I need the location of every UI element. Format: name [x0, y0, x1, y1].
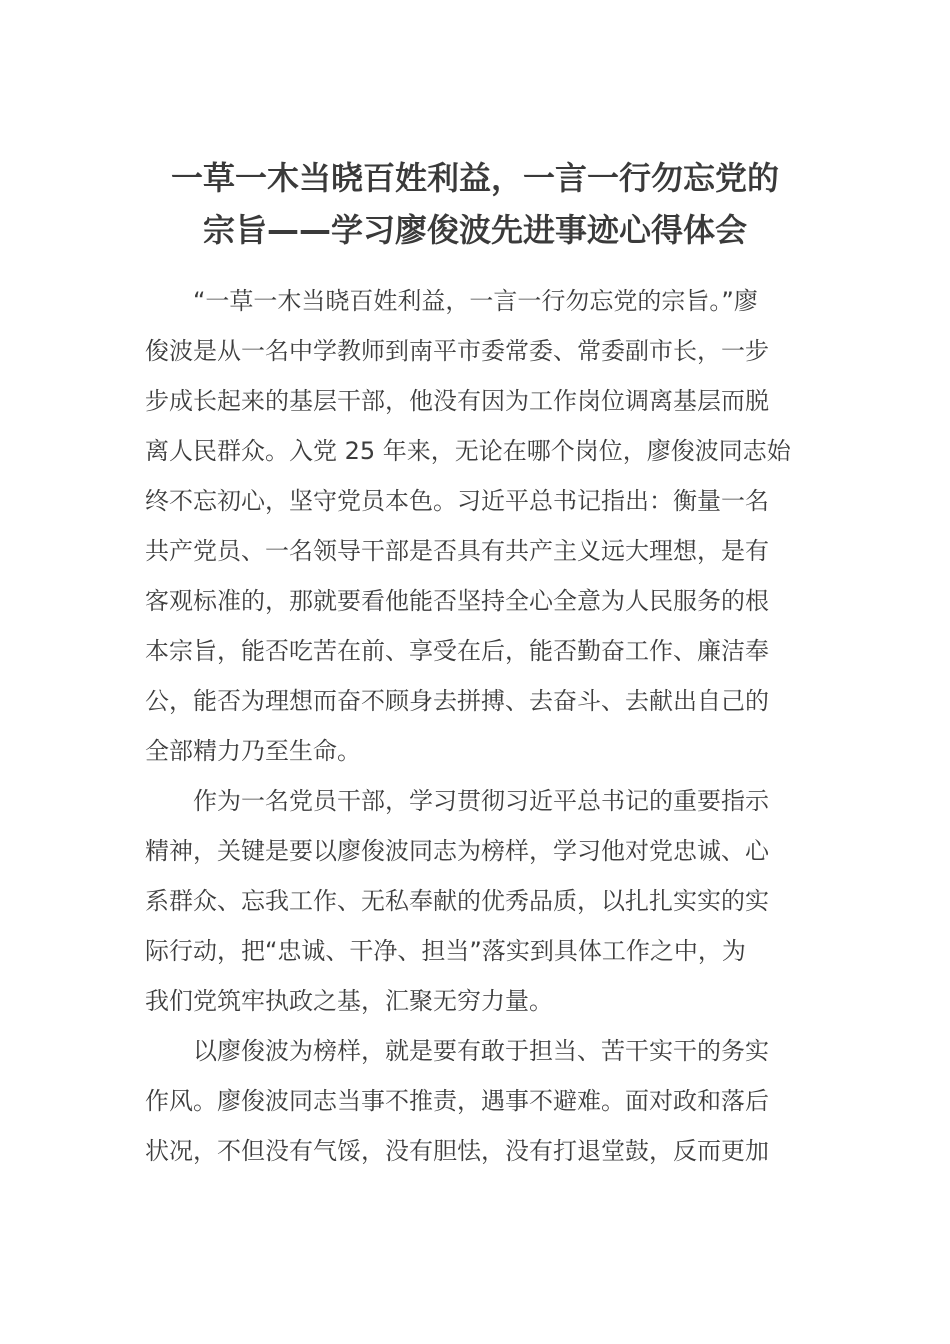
title-line-1: 一草一木当晓百姓利益，一言一行勿忘党的 — [170, 159, 779, 197]
text-line: 终不忘初心，坚守党员本色。习近平总书记指出：衡量一名 — [145, 487, 769, 515]
text-line: 客观标准的，那就要看他能否坚持全心全意为人民服务的根 — [145, 587, 769, 615]
document-body — [145, 276, 805, 1176]
text-line: 离人民群众。入党 25 年来，无论在哪个岗位，廖俊波同志始 — [145, 437, 791, 465]
paragraph-3 — [145, 1026, 805, 1176]
text-line: 际行动，把“忠诚、干净、担当”落实到具体工作之中，为 — [145, 937, 746, 965]
text-line: 我们党筑牢执政之基，汇聚无穷力量。 — [145, 987, 553, 1015]
paragraph-1 — [145, 276, 805, 776]
text-line: 以廖俊波为榜样，就是要有敢于担当、苦干实干的务实 — [193, 1037, 769, 1065]
text-line: “一草一木当晓百姓利益，一言一行勿忘党的宗旨。”廖 — [193, 287, 758, 315]
text-line: 精神，关键是要以廖俊波同志为榜样，学习他对党忠诚、心 — [145, 837, 769, 865]
paragraph-2 — [145, 776, 805, 1026]
text-line: 共产党员、一名领导干部是否具有共产主义远大理想，是有 — [145, 537, 769, 565]
text-line: 全部精力乃至生命。 — [145, 737, 361, 765]
text-line: 俊波是从一名中学教师到南平市委常委、常委副市长，一步 — [145, 337, 769, 365]
text-line: 作风。廖俊波同志当事不推责，遇事不避难。面对政和落后 — [145, 1087, 769, 1115]
text-line: 状况，不但没有气馁，没有胆怯，没有打退堂鼓，反而更加 — [145, 1137, 769, 1165]
text-line: 系群众、忘我工作、无私奉献的优秀品质，以扎扎实实的实 — [145, 887, 769, 915]
text-line: 步成长起来的基层干部，他没有因为工作岗位调离基层而脱 — [145, 387, 769, 415]
text-line: 作为一名党员干部，学习贯彻习近平总书记的重要指示 — [193, 787, 769, 815]
text-line: 公，能否为理想而奋不顾身去拼搏、去奋斗、去献出自己的 — [145, 687, 769, 715]
title-line-2: 宗旨——学习廖俊波先进事迹心得体会 — [202, 211, 747, 249]
text-line: 本宗旨，能否吃苦在前、享受在后，能否勤奋工作、廉洁奉 — [145, 637, 769, 665]
document-title — [140, 152, 810, 256]
